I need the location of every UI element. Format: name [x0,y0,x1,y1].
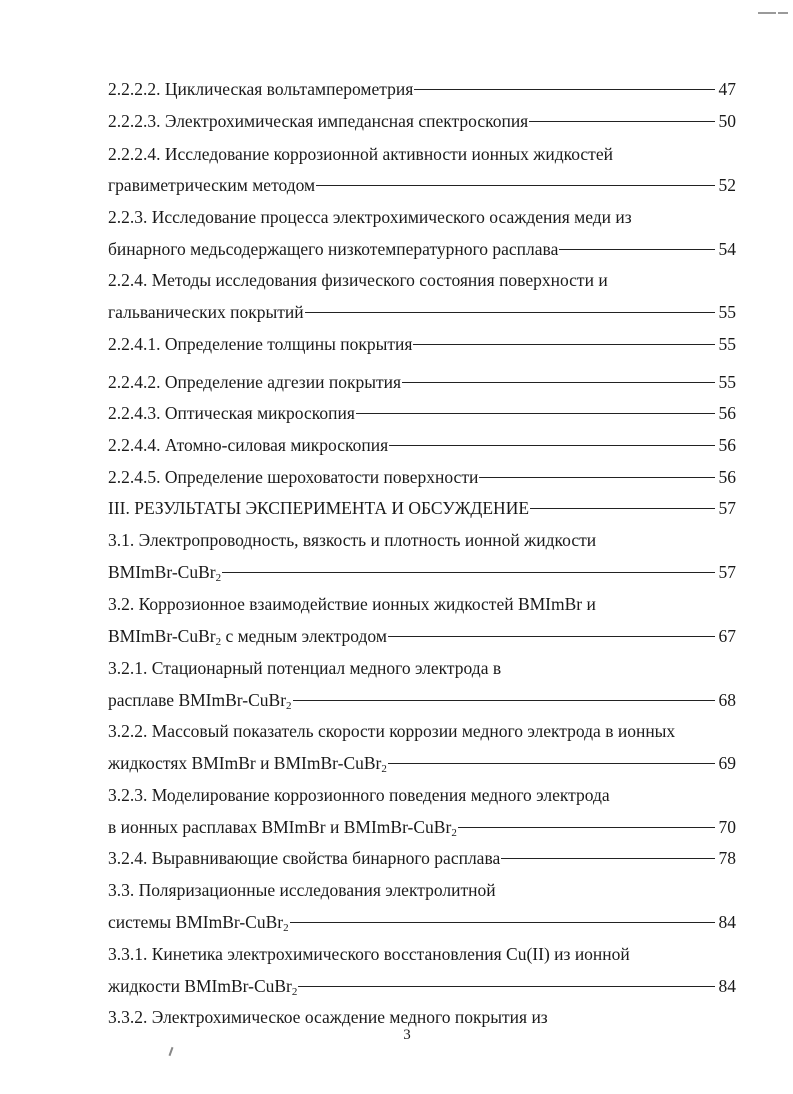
toc-entry [108,369,736,395]
leader-line [530,508,714,509]
toc-page-number: 56 [718,435,736,455]
toc-entry-continued [108,204,736,230]
toc-entry-title [108,207,632,227]
toc-entry-continued [108,1004,736,1030]
toc-text-part: расплаве BMImBr-CuBr [108,690,287,710]
toc-entry-title [108,687,292,713]
toc-text-part: 2.2.4.4. Атомно-силовая микроскопия [108,435,389,455]
subscript: 2 [381,763,387,775]
toc-text-part: 3.3.2. Электрохимическое осаждение медного покрытия из [108,1007,548,1027]
toc-entry-title [108,750,387,776]
toc-entry-title [108,464,478,490]
toc-page-number: 57 [718,498,736,518]
page-number: 3 [403,1027,411,1043]
toc-entry [108,236,736,262]
toc-text-part: гальванических покрытий [108,302,304,322]
leader-line [222,572,714,573]
toc-page-number: 47 [718,79,736,99]
subscript: 2 [283,922,289,934]
toc-page-number: 69 [718,753,736,773]
toc-entry-title [108,530,596,550]
subscript: 2 [451,827,457,839]
toc-entry-title [108,299,304,325]
toc-page-number: 55 [718,334,736,354]
toc-page-number: 55 [718,302,736,322]
toc-entry-title [108,721,675,741]
toc-entry-continued [108,941,736,967]
toc-text-part: 3.3. Поляризационные исследования электролитной [108,880,496,900]
toc-entry [108,845,736,871]
toc-text-part: 2.2.2.2. Циклическая вольтамперометрия [108,79,414,99]
toc-page-number: 50 [718,111,736,131]
toc-page-number: 84 [718,976,736,996]
toc-entry-continued [108,718,736,744]
toc-entry [108,909,736,935]
toc-entry [108,559,736,585]
subscript: 2 [291,986,298,998]
toc-entry-title [108,845,500,871]
toc-entry-title [108,172,315,198]
toc-page-number: 52 [718,175,736,195]
toc-text-part: бинарного медьсодержащего низкотемпературного расплава [108,239,559,259]
toc-text-part: 2.2.4.1. Определение толщины покрытия [108,334,413,354]
toc-entry [108,108,736,134]
leader-line [501,858,714,859]
toc-text-part: III. РЕЗУЛЬТАТЫ ЭКСПЕРИМЕНТА И ОБСУЖДЕНИЕ [108,498,530,518]
toc-entry-title [108,623,387,649]
toc-text-part: BMImBr-CuBr [108,562,216,582]
toc-text-part: гравиметрическим методом [108,175,316,195]
toc-entry [108,464,736,490]
scan-artifact [778,12,788,14]
toc-entry [108,432,736,458]
toc-text-part: 2.2.4. Методы исследования физического состояния поверхности и [108,270,608,290]
toc-entry-title [108,785,610,805]
toc-entry [108,172,736,198]
toc-text-part: 3.2. Коррозионное взаимодействие ионных жидкостей BMImBr и [108,594,596,614]
leader-line [388,763,715,764]
toc-entry-continued [108,527,736,553]
toc-text-part: жидкости BMImBr-CuBr [108,976,292,996]
toc-text-part: в ионных расплавах BMImBr и BMImBr-CuBr [108,817,452,837]
toc-entry [108,973,736,999]
toc-entry-title [108,270,608,290]
subscript: 2 [215,572,222,584]
toc-page-number: 55 [718,372,736,392]
leader-line [458,827,715,828]
toc-entry [108,331,736,357]
toc-page-number: 56 [718,467,736,487]
toc-text-part: 3.2.2. Массовый показатель скорости коррозии медного электрода в ионных [108,721,676,741]
leader-line [298,986,714,987]
toc-page-number: 84 [718,912,736,932]
toc-entry-continued [108,591,736,617]
toc-page-number: 67 [718,626,736,646]
toc-text-part: 3.3.1. Кинетика электрохимического восстановления Cu(II) из ионной [108,944,630,964]
toc-entry-title [108,331,412,357]
toc-text-part: 3.1. Электропроводность, вязкость и плотность ионной жидкости [108,530,597,550]
toc-entry [108,495,736,521]
leader-line [413,344,714,345]
toc-entry [108,400,736,426]
toc-page-number: 78 [718,848,736,868]
toc-entry-title [108,814,457,840]
toc-text-part: 2.2.4.3. Оптическая микроскопия [108,403,355,423]
toc-page-number: 70 [718,817,736,837]
leader-line [290,922,715,923]
toc-text-part: 2.2.2.3. Электрохимическая импедансная спектроскопия [108,111,529,131]
toc-entry-title [108,432,388,458]
toc-entry-continued [108,267,736,293]
leader-line [388,636,715,637]
toc-page-number: 57 [718,562,736,582]
toc-entry-title [108,1007,548,1027]
toc-text-part: 2.2.4.2. Определение адгезии покрытия [108,372,402,392]
toc-text-part: с медным электродом [221,626,387,646]
toc-text-part: 2.2.4.5. Определение шероховатости поверхности [108,467,479,487]
toc-text-part: BMImBr-CuBr [108,626,216,646]
toc-entry-title [108,973,297,999]
scan-artifact [758,12,776,14]
toc-entry-title [108,400,355,426]
toc-entry-continued [108,877,736,903]
toc-entry-title [108,369,401,395]
toc-entry-title [108,108,528,134]
toc-entry-continued [108,141,736,167]
toc-page-number: 56 [718,403,736,423]
toc-entry-title [108,944,630,964]
subscript: 2 [215,636,222,648]
toc-entry-title [108,594,596,614]
toc-page-number: 54 [718,239,736,259]
toc-text-part: 3.2.3. Моделирование коррозионного поведения медного электрода [108,785,610,805]
toc-text-part: системы BMImBr-CuBr [108,912,284,932]
leader-line [529,121,714,122]
toc-page-number: 68 [718,690,736,710]
toc-text-part: 2.2.2.4. Исследование коррозионной активности ионных жидкостей [108,144,613,164]
scan-artifact [169,1047,174,1056]
leader-line [389,445,714,446]
toc-entry [108,687,736,713]
leader-line [559,249,714,250]
toc-entry-title [108,658,501,678]
toc-entry-title [108,495,529,521]
toc-entry-title [108,144,613,164]
leader-line [356,413,715,414]
toc-entry-title [108,880,496,900]
toc-entry [108,623,736,649]
leader-line [305,312,715,313]
subscript: 2 [286,700,292,712]
leader-line [414,89,714,90]
toc-entry-title [108,236,558,262]
toc-entry-title [108,909,289,935]
toc-entry [108,299,736,325]
toc-text-part: жидкостях BMImBr и BMImBr-CuBr [108,753,382,773]
leader-line [316,185,714,186]
toc-entry-continued [108,782,736,808]
toc-entry-continued [108,655,736,681]
toc-text-part: 3.2.1. Стационарный потенциал медного электрода в [108,658,502,678]
toc-text-part: 3.2.4. Выравнивающие свойства бинарного расплава [108,848,501,868]
toc-text-part: 2.2.3. Исследование процесса электрохимического осаждения меди из [108,207,632,227]
leader-line [293,700,715,701]
toc-entry [108,750,736,776]
toc-entry-title [108,559,221,585]
leader-line [479,477,714,478]
leader-line [402,382,714,383]
toc-entry [108,76,736,102]
toc-entry [108,814,736,840]
toc-entry-title [108,76,413,102]
